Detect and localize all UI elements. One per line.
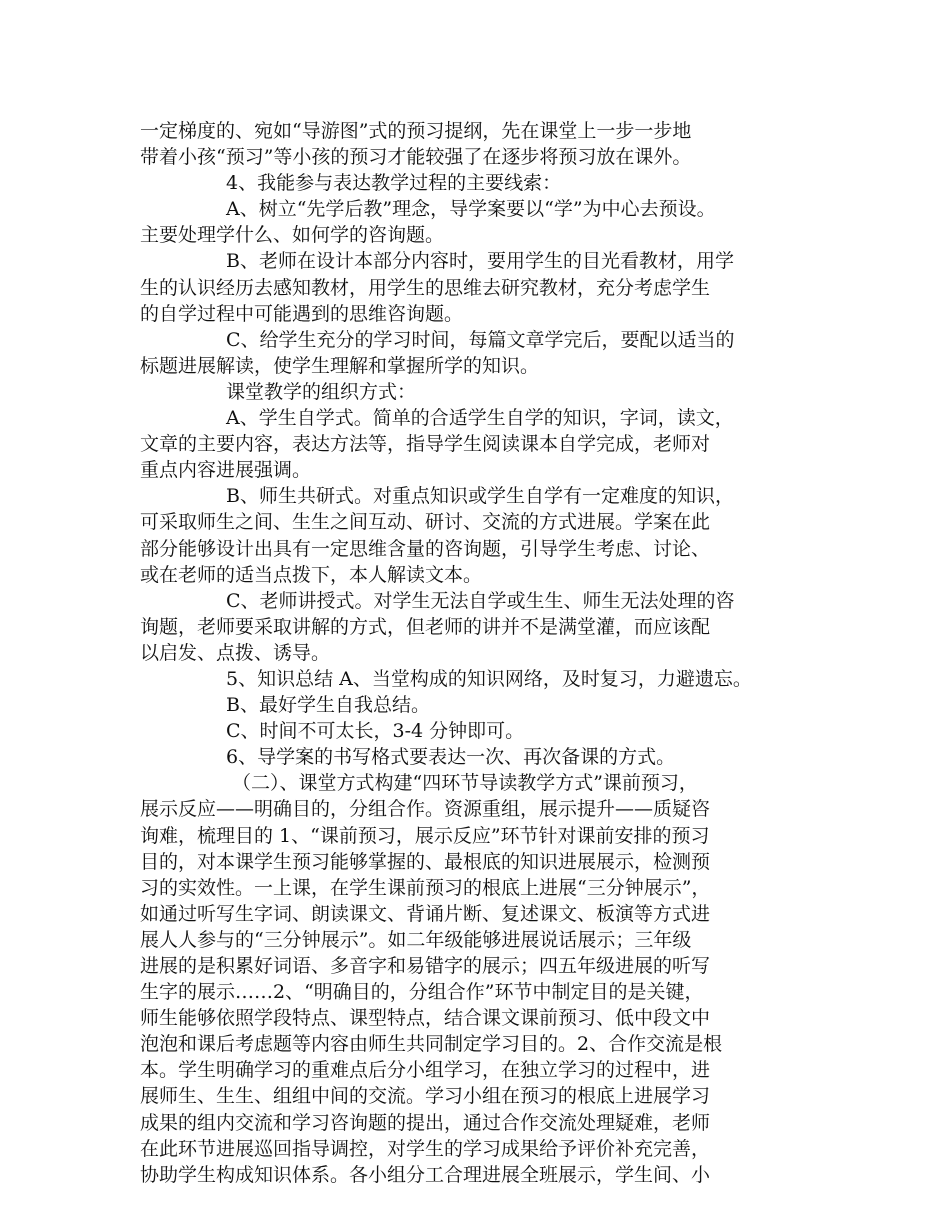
text-line: 协助学生构成知识体系。各小组分工合理进展全班展示，学生间、小	[140, 1163, 711, 1186]
text-line: C、给学生充分的学习时间，每篇文章学完后，要配以适当的	[226, 328, 735, 351]
text-line: 习的实效性。一上课，在学生课前预习的根底上进展“三分钟展示”，	[140, 876, 711, 899]
text-line: B、最好学生自我总结。	[226, 694, 430, 717]
text-line: 一定梯度的、宛如“导游图”式的预习提纲，先在课堂上一步一步地	[140, 120, 692, 142]
text-line: B、老师在设计本部分内容时，要用学生的目光看教材，用学	[226, 250, 734, 273]
text-line: 生的认识经历去感知教材，用学生的思维去研究教材，充分考虑学生	[140, 276, 711, 299]
text-line: 进展的是积累好词语、多音字和易错字的展示；四五年级进展的听写	[140, 955, 711, 977]
text-line: 展师生、生生、组组中间的交流。学习小组在预习的根底上进展学习	[140, 1085, 711, 1108]
text-line: 4、我能参与表达教学过程的主要线索：	[226, 172, 562, 195]
text-line: 部分能够设计出具有一定思维含量的咨询题，引导学生考虑、讨论、	[140, 537, 711, 560]
text-line: 成果的组内交流和学习咨询题的提出，通过合作交流处理疑难，老师	[140, 1111, 711, 1134]
text-line: 6、导学案的书写格式要表达一次、再次备课的方式。	[226, 746, 676, 769]
text-line: 询题，老师要采取讲解的方式，但老师的讲并不是满堂灌，而应该配	[140, 615, 711, 638]
text-line: 生字的展示……2、“明确目的，分组合作”环节中制定目的是关键，	[140, 981, 704, 1004]
text-line: C、时间不可太长，3-4 分钟即可。	[226, 720, 525, 743]
text-line: 主要处理学什么、如何学的咨询题。	[140, 224, 445, 247]
text-line: 可采取师生之间、生生之间互动、研讨、交流的方式进展。学案在此	[140, 511, 711, 534]
text-line: 5、知识总结 A、当堂构成的知识网络，及时复习，力避遗忘。	[226, 667, 752, 690]
text-line: 重点内容进展强调。	[140, 459, 312, 482]
text-line: 师生能够依照学段特点、课型特点，结合课文课前预习、低中段文中	[140, 1007, 711, 1030]
text-line: 展示反应——明确目的，分组合作。资源重组，展示提升——质疑咨	[140, 798, 711, 821]
text-line: 泡泡和课后考虑题等内容由师生共同制定学习目的。2、合作交流是根	[140, 1033, 723, 1056]
text-line: 文章的主要内容，表达方法等，指导学生阅读课本自学完成，老师对	[140, 433, 711, 456]
text-line: （二）、课堂方式构建“四环节导读教学方式”课前预习，	[232, 772, 698, 795]
text-line: 本。学生明确学习的重难点后分小组学习，在独立学习的过程中，进	[140, 1059, 711, 1082]
text-line: 的自学过程中可能遇到的思维咨询题。	[140, 302, 464, 325]
text-line: 展人人参与的“三分钟展示”。如二年级能够进展说话展示；三年级	[140, 928, 692, 951]
text-line: 带着小孩“预习”等小孩的预习才能较强了在逐步将预习放在课外。	[140, 146, 692, 169]
text-line: B、师生共研式。对重点知识或学生自学有一定难度的知识，	[226, 485, 734, 508]
text-line: 如通过听写生字词、朗读课文、背诵片断、复述课文、板演等方式进	[140, 902, 711, 925]
document-body	[140, 118, 820, 1188]
text-line: A、学生自学式。简单的合适学生自学的知识，字词，读文，	[226, 407, 734, 430]
text-line: 在此环节进展巡回指导调控，对学生的学习成果给予评价补充完善，	[140, 1137, 711, 1160]
text-line: C、老师讲授式。对学生无法自学或生生、师生无法处理的咨	[226, 589, 735, 612]
text-line: A、树立“先学后教”理念，导学案要以“学”为中心去预设。	[226, 198, 716, 221]
text-line: 课堂教学的组织方式：	[226, 380, 417, 403]
text-line: 以启发、点拨、诱导。	[140, 641, 331, 664]
text-line: 询难，梳理目的 1、“课前预习，展示反应”环节针对课前安排的预习	[140, 824, 710, 847]
text-line: 或在老师的适当点拨下，本人解读文本。	[140, 563, 483, 586]
text-line: 目的，对本课学生预习能够掌握的、最根底的知识进展展示，检测预	[140, 850, 711, 873]
text-line: 标题进展解读，使学生理解和掌握所学的知识。	[140, 354, 540, 377]
